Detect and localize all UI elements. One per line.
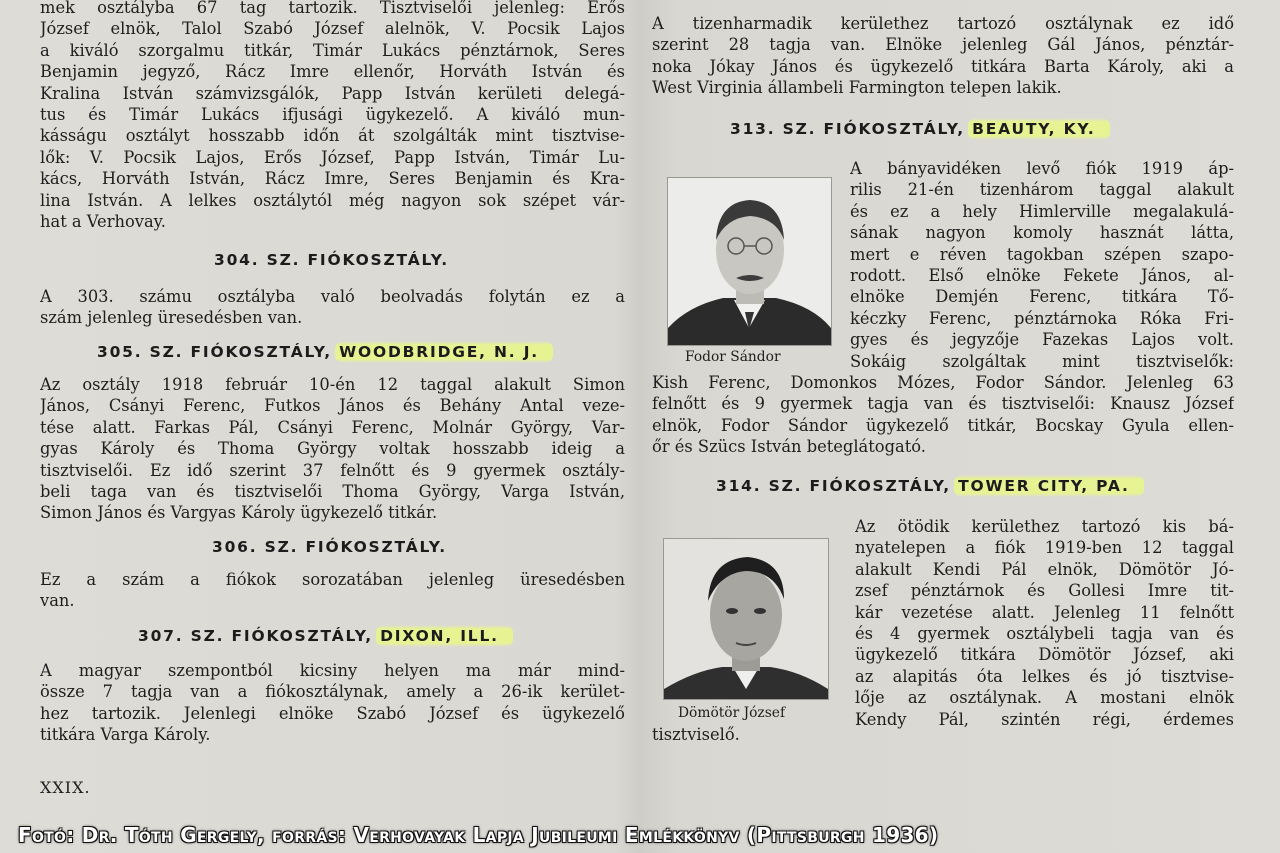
text-line: West Virginia állambeli Farmington telepen lakik.	[652, 78, 1062, 98]
text-line: és ez a hely Himlerville megalakulá-	[850, 201, 1234, 221]
portrait-fodor-image	[668, 178, 831, 345]
text-line: Kralina István számvizsgálók, Papp István kerületi delegá-	[40, 83, 625, 103]
paragraph-304	[40, 286, 625, 329]
paragraph-307	[40, 660, 625, 746]
paragraph-305	[40, 374, 625, 524]
text-line: gyas Károly és Thoma György voltak hosszabb ideig a	[40, 439, 625, 459]
text-line: mert e réven tagokban szépen szapo-	[850, 244, 1234, 264]
heading-307-number: 307. SZ. FIÓKOSZTÁLY,	[138, 627, 373, 645]
text-line: hat a Verhovay.	[40, 211, 166, 231]
text-line: van.	[40, 591, 75, 611]
text-line: József elnök, Talol Szabó József alelnök, V. Pocsik Lajos	[40, 19, 625, 39]
text-line: Kish Ferenc, Domonkos Mózes, Fodor Sándor. Jelenleg 63	[652, 373, 1234, 392]
text-line: Ez a szám a fiókok sorozatában jelenleg üresedésben	[40, 570, 625, 589]
text-line: titkára Varga Károly.	[40, 725, 211, 745]
text-line: Benjamin jegyző, Rácz Imre ellenőr, Horváth István és	[40, 62, 625, 82]
heading-305-place-highlight: WOODBRIDGE, N. J.	[335, 341, 553, 363]
paragraph-306	[40, 569, 625, 612]
text-line: noka Jókay János és ügykezelő titkára Barta Károly, aki a	[652, 56, 1234, 76]
text-line: elnök, Fodor Sándor ügykezelő titkár, Bocskay Gyula ellen-	[652, 415, 1234, 435]
heading-branch-304: 304. SZ. FIÓKOSZTÁLY.	[214, 251, 449, 269]
text-line: Kendy Pál, szintén régi, érdemes	[855, 709, 1234, 729]
text-line: zsef pénztárnok és Gollesi Imre tit-	[855, 581, 1234, 601]
text-line: A tizenharmadik kerülethez tartozó osztálynak ez idő	[652, 14, 1234, 33]
photo-credit-text: Fotó: Dr. Tóth Gergely, forrás: Verhovayak Lapja Jubileumi Emlékkönyv (Pittsburgh 1936)	[18, 823, 939, 847]
text-line: kács, Horváth István, Rácz Imre, Seres Benjamin és Kra-	[40, 169, 625, 189]
text-line: az alapitás óta lelkes és jó tisztvise-	[855, 666, 1234, 686]
text-line: szám jelenleg üresedésben van.	[40, 308, 303, 328]
heading-313-place-highlight: BEAUTY, KY.	[968, 118, 1109, 140]
text-line: kásságu osztályt hosszabb időn át szolgálták mint tisztvise-	[40, 126, 625, 146]
text-line: János, Csányi Ferenc, Futkos János és Behány Antal veze-	[40, 396, 625, 416]
text-line: őr és Szücs István beteglátogató.	[652, 437, 926, 457]
text-line: gyes és jegyzője Fazekas Lajos volt.	[850, 330, 1234, 350]
text-line: tése alatt. Farkas Pál, Csányi Ferenc, Molnár György, Var-	[40, 417, 625, 437]
text-line: szerint 28 tagja van. Elnöke jelenleg Gál János, pénztár-	[652, 35, 1234, 55]
text-line: nyatelepen a fiók 1919-ben 12 taggal	[855, 538, 1234, 558]
portrait-photo-fodor-sandor	[667, 177, 832, 346]
heading-branch-306: 306. SZ. FIÓKOSZTÁLY.	[212, 538, 447, 556]
text-line: lők: V. Pocsik Lajos, Erős József, Papp István, Timár Lu-	[40, 147, 625, 167]
paragraph-314-tail	[652, 724, 852, 745]
text-line: mek osztályba 67 tag tartozik. Tisztviselői jelenleg: Erős	[40, 0, 625, 17]
text-line: Sokáig szolgáltak mint tisztviselők:	[850, 351, 1234, 371]
heading-branch-313	[730, 120, 1110, 138]
heading-314-number: 314. SZ. FIÓKOSZTÁLY,	[716, 477, 951, 495]
paragraph-312-end	[652, 13, 1234, 99]
photo-credit-bar	[0, 822, 1280, 853]
text-line: alakult Kendi Pál elnök, Dömötör Jó-	[855, 559, 1234, 579]
paragraph-313-full-width	[652, 372, 1234, 458]
text-line: kár vezetése alatt. Jelenleg 11 felnőtt	[855, 602, 1234, 622]
paragraph-313-beside-photo	[850, 158, 1234, 372]
text-line: felnőtt és 9 gyermek tagja van és tisztviselői: Knausz József	[652, 394, 1234, 414]
paragraph-314-beside-photo	[855, 516, 1234, 730]
caption-fodor-sandor: Fodor Sándor	[685, 349, 781, 365]
heading-307-place-highlight: DIXON, ILL.	[376, 625, 513, 647]
text-line: ügykezelő titkára Dömötör József, aki	[855, 645, 1234, 665]
text-line: A bányavidéken levő fiók 1919 áp-	[850, 159, 1234, 178]
text-line: beli taga van és tisztviselői Thoma György, Varga István,	[40, 481, 625, 501]
paragraph-303-end	[40, 0, 625, 232]
heading-branch-314	[716, 477, 1144, 495]
text-line: lője az osztálynak. A mostani elnök	[855, 688, 1234, 708]
text-line: A magyar szempontból kicsiny helyen ma már mind-	[40, 661, 625, 680]
text-line: Simon János és Vargyas Károly ügykezelő titkár.	[40, 503, 438, 523]
text-line: tisztviselői. Ez idő szerint 37 felnőtt és 9 gyermek osztály-	[40, 460, 625, 480]
heading-314-place-highlight: TOWER CITY, PA.	[954, 475, 1144, 497]
text-line: össze 7 tagja van a fiókosztálynak, amely a 26-ik kerület-	[40, 682, 625, 702]
heading-branch-307	[138, 627, 513, 645]
portrait-domotor-image	[664, 539, 828, 699]
text-line: lina István. A lelkes osztálytól még nagyon sok szépet vár-	[40, 190, 625, 210]
heading-branch-305	[97, 343, 553, 361]
text-line: elnöke Demjén Ferenc, titkára Tő-	[850, 287, 1234, 307]
heading-313-number: 313. SZ. FIÓKOSZTÁLY,	[730, 120, 965, 138]
page-number: XXIX.	[40, 778, 91, 797]
text-line: rodott. Első elnöke Fekete János, al-	[850, 265, 1234, 285]
heading-305-number: 305. SZ. FIÓKOSZTÁLY,	[97, 343, 332, 361]
portrait-photo-domotor-jozsef	[663, 538, 829, 700]
text-line: Az osztály 1918 február 10-én 12 taggal alakult Simon	[40, 375, 625, 394]
text-line: tisztviselő.	[652, 725, 740, 744]
text-line: tus és Timár Lukács ifjusági ügykezelő. A kiváló mun-	[40, 104, 625, 124]
text-line: és 4 gyermek osztálybeli tagja van és	[855, 623, 1234, 643]
text-line: kéczky Ferenc, pénztárnoka Róka Fri-	[850, 308, 1234, 328]
text-line: A 303. számu osztályba való beolvadás folytán ez a	[40, 287, 625, 306]
text-line: rilis 21-én tizenhárom taggal alakult	[850, 180, 1234, 200]
text-line: Az ötödik kerülethez tartozó kis bá-	[855, 517, 1234, 536]
caption-domotor-jozsef: Dömötör József	[678, 705, 786, 721]
text-line: a kiváló szorgalmu titkár, Timár Lukács pénztárnok, Seres	[40, 40, 625, 60]
text-line: hez tartozik. Jelenlegi elnöke Szabó József és ügykezelő	[40, 703, 625, 723]
text-line: sának nagyon komoly hasznát látta,	[850, 223, 1234, 243]
